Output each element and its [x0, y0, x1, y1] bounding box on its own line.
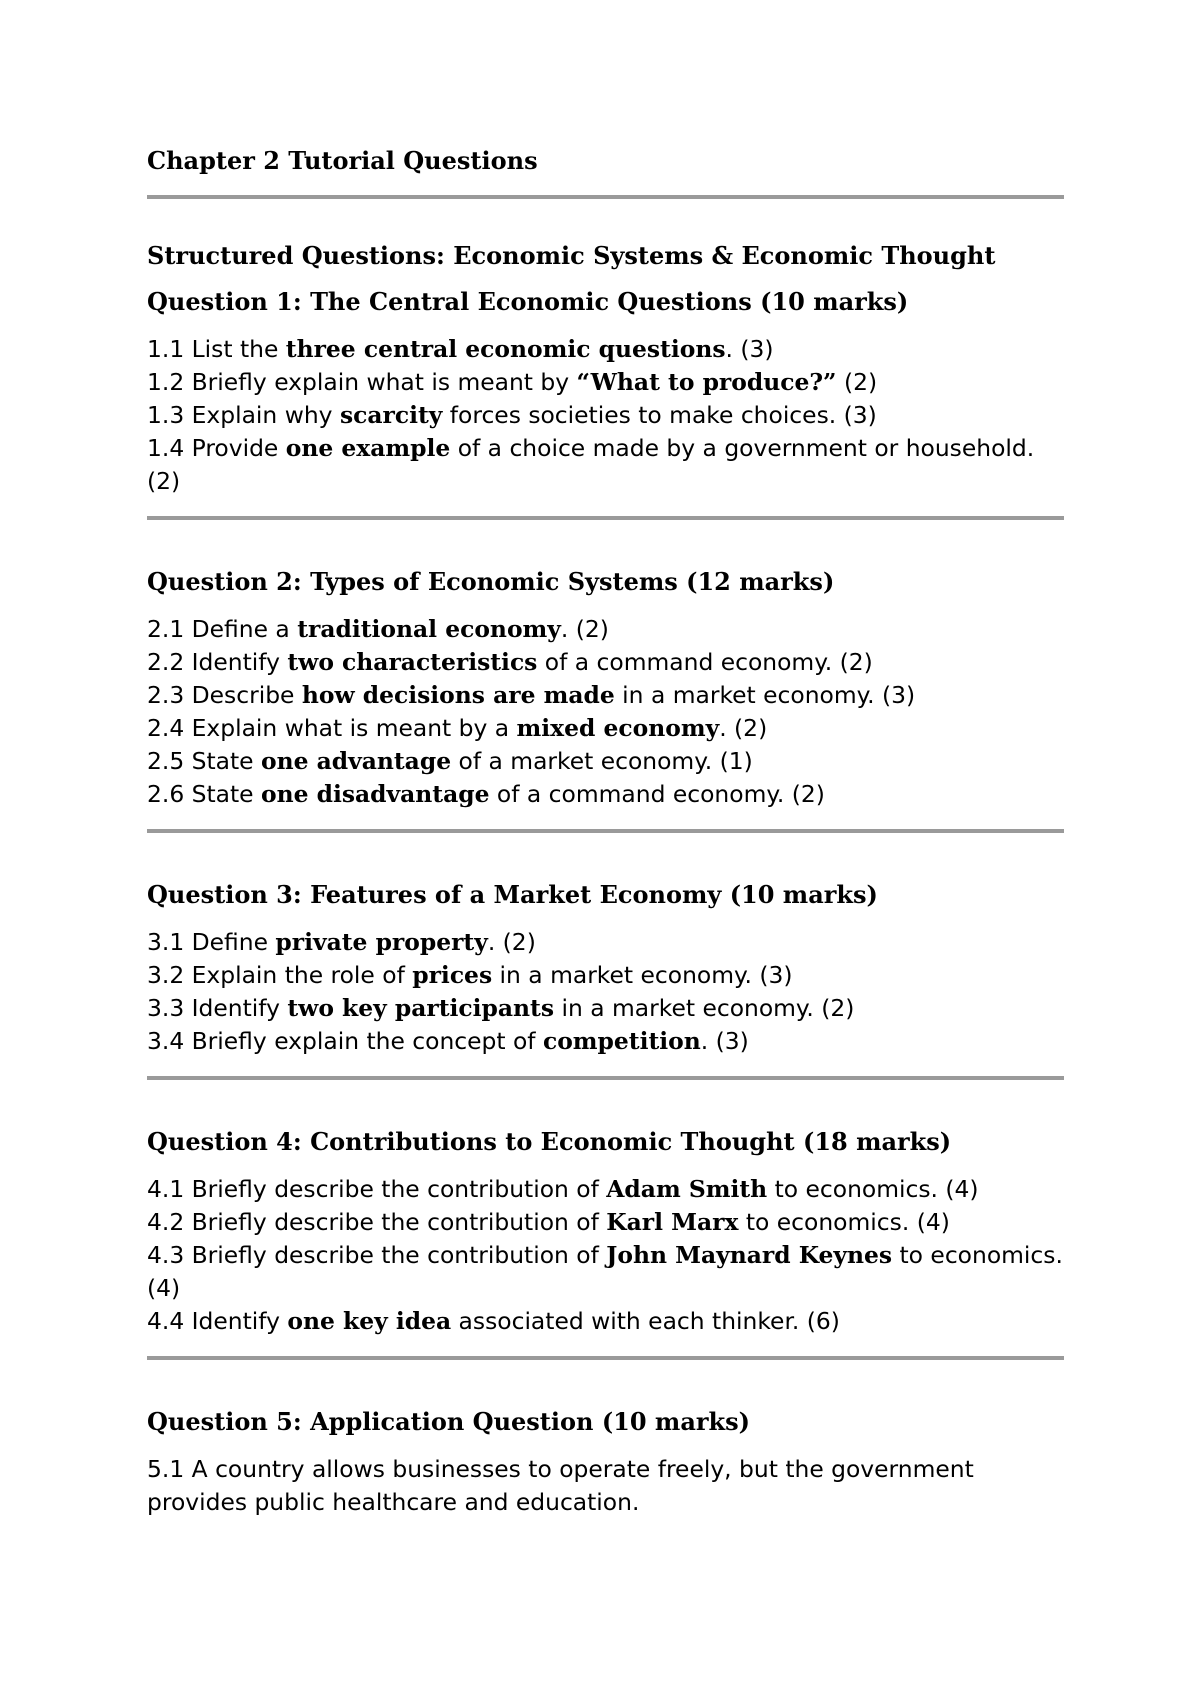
- sub-question: [147, 432, 1064, 498]
- key-term: scarcity: [339, 401, 443, 429]
- sub-question: [147, 399, 1064, 432]
- sub-question: [147, 679, 1064, 712]
- question-heading: Question 5: Application Question (10 marks): [147, 1407, 751, 1436]
- question-text: 1.3 Explain why: [147, 401, 340, 429]
- question-text: 3.3 Identify: [147, 994, 288, 1022]
- key-term: two characteristics: [287, 648, 538, 676]
- question-text: 2.3 Describe: [147, 681, 302, 709]
- question-section: [147, 565, 1064, 833]
- question-text: 2.2 Identify: [147, 648, 288, 676]
- question-text: 2.1 Define a: [147, 615, 298, 643]
- question-text: 5.1 A country allows businesses to operate freely, but the government provides public healthcare and education.: [147, 1455, 974, 1516]
- question-text: to economics. (4): [738, 1208, 950, 1236]
- question-text: of a command economy. (2): [489, 780, 825, 808]
- key-term: traditional economy: [297, 615, 561, 643]
- key-term: Karl Marx: [606, 1208, 739, 1236]
- key-term: one disadvantage: [260, 780, 490, 808]
- question-text: 4.3 Briefly describe the contribution of: [147, 1241, 607, 1269]
- question-text: 3.4 Briefly explain the concept of: [147, 1027, 543, 1055]
- question-text: 4.2 Briefly describe the contribution of: [147, 1208, 607, 1236]
- sub-question: [147, 1173, 1064, 1206]
- sub-question: [147, 646, 1064, 679]
- question-text: 3.1 Define: [147, 928, 276, 956]
- sub-question-list: [147, 1453, 1064, 1519]
- question-text: associated with each thinker. (6): [451, 1307, 840, 1335]
- sub-question: [147, 1025, 1064, 1058]
- question-text: . (2): [560, 615, 609, 643]
- question-text: 2.4 Explain what is meant by a: [147, 714, 517, 742]
- key-term: two key participants: [287, 994, 555, 1022]
- sub-question: [147, 1206, 1064, 1239]
- question-section: [147, 285, 1064, 520]
- question-section: [147, 1125, 1064, 1360]
- question-text: to economics. (4): [767, 1175, 979, 1203]
- key-term: one example: [285, 434, 451, 462]
- key-term: one advantage: [260, 747, 452, 775]
- question-heading: Question 3: Features of a Market Economy (10 marks): [147, 880, 878, 909]
- key-term: Adam Smith: [606, 1175, 768, 1203]
- question-text: in a market economy. (3): [614, 681, 916, 709]
- question-text: 1.2 Briefly explain what is meant by: [147, 368, 577, 396]
- title-divider: [147, 195, 1064, 199]
- sub-question: [147, 926, 1064, 959]
- sub-question: [147, 1239, 1064, 1305]
- question-text: to economics. (4): [147, 1241, 1063, 1302]
- question-text: . (3): [700, 1027, 749, 1055]
- question-text: of a choice made by a government or household. (2): [147, 434, 1035, 495]
- document-content: [147, 144, 1064, 1519]
- sub-question-list: [147, 1173, 1064, 1338]
- question-text: of a market economy. (1): [451, 747, 753, 775]
- question-text: . (2): [487, 928, 536, 956]
- question-text: 2.5 State: [147, 747, 261, 775]
- question-text: of a command economy. (2): [537, 648, 873, 676]
- question-section: [147, 878, 1064, 1080]
- sub-question: [147, 778, 1064, 811]
- key-term: three central economic questions: [285, 335, 726, 363]
- question-text: 4.4 Identify: [147, 1307, 288, 1335]
- question-text: . (2): [719, 714, 768, 742]
- question-text: 3.2 Explain the role of: [147, 961, 413, 989]
- sub-question: [147, 959, 1064, 992]
- section-divider: [147, 1356, 1064, 1360]
- question-text: (2): [836, 368, 878, 396]
- question-list: [147, 285, 1064, 1519]
- question-text: 4.1 Briefly describe the contribution of: [147, 1175, 607, 1203]
- sub-question-list: [147, 333, 1064, 498]
- question-section: [147, 1405, 1064, 1519]
- sub-question-list: [147, 613, 1064, 811]
- question-text: 2.6 State: [147, 780, 261, 808]
- question-heading: Question 4: Contributions to Economic Thought (18 marks): [147, 1127, 952, 1156]
- question-heading: Question 2: Types of Economic Systems (12 marks): [147, 567, 835, 596]
- sub-question: [147, 745, 1064, 778]
- page-title: Chapter 2 Tutorial Questions: [147, 146, 538, 175]
- question-text: 1.4 Provide: [147, 434, 286, 462]
- sub-question: [147, 366, 1064, 399]
- question-text: . (3): [725, 335, 774, 363]
- key-term: “What to produce?”: [576, 368, 837, 396]
- section-subtitle: Structured Questions: Economic Systems & Economic Thought: [147, 241, 996, 270]
- sub-question: [147, 1453, 1064, 1519]
- key-term: prices: [412, 961, 493, 989]
- key-term: how decisions are made: [301, 681, 615, 709]
- question-text: in a market economy. (3): [492, 961, 793, 989]
- sub-question: [147, 1305, 1064, 1338]
- section-divider: [147, 516, 1064, 520]
- section-divider: [147, 1076, 1064, 1080]
- sub-question: [147, 333, 1064, 366]
- key-term: competition: [542, 1027, 701, 1055]
- question-heading: Question 1: The Central Economic Questions (10 marks): [147, 287, 909, 316]
- sub-question: [147, 992, 1064, 1025]
- question-text: 1.1 List the: [147, 335, 286, 363]
- sub-question-list: [147, 926, 1064, 1058]
- key-term: John Maynard Keynes: [606, 1241, 893, 1269]
- sub-question: [147, 712, 1064, 745]
- question-text: forces societies to make choices. (3): [442, 401, 877, 429]
- key-term: one key idea: [287, 1307, 452, 1335]
- key-term: mixed economy: [516, 714, 720, 742]
- key-term: private property: [275, 928, 488, 956]
- sub-question: [147, 613, 1064, 646]
- question-text: in a market economy. (2): [554, 994, 855, 1022]
- section-divider: [147, 829, 1064, 833]
